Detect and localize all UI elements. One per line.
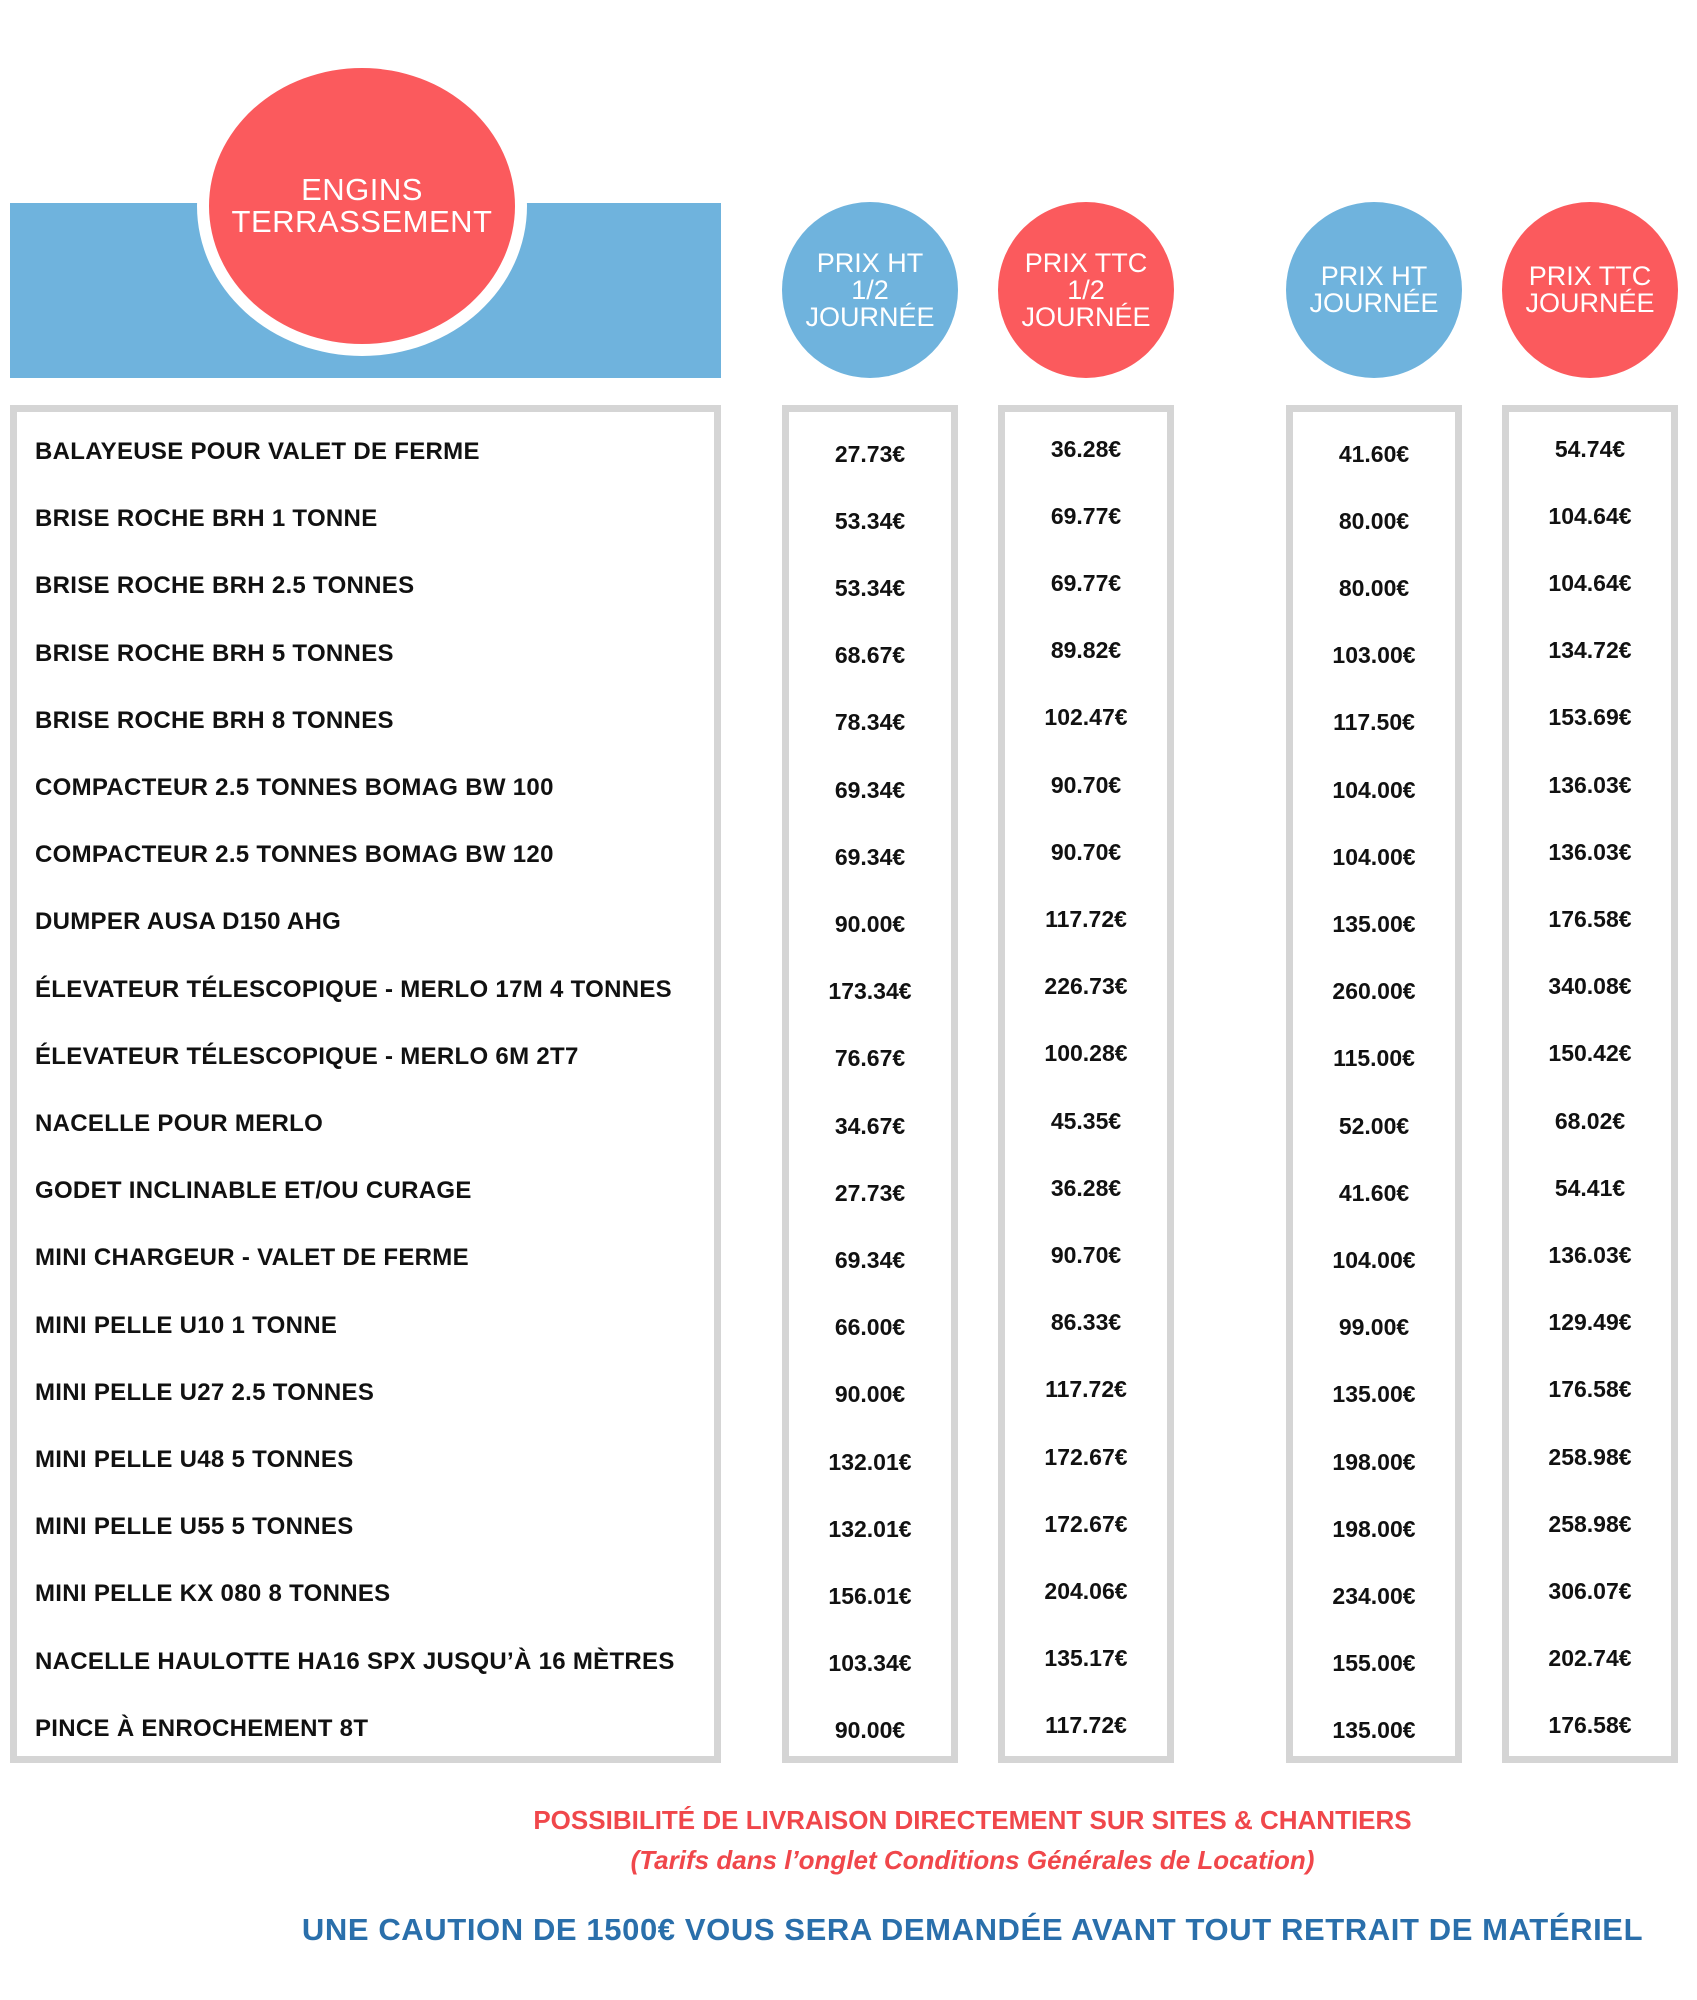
price-ht-half: 90.00€	[834, 1717, 906, 1744]
price-ttc-day: 176.58€	[1548, 1376, 1632, 1403]
equipment-name: MINI PELLE U10 1 TONNE	[35, 1311, 338, 1339]
price-ttc-half: 100.28€	[1044, 1040, 1128, 1067]
price-ht-day: 99.00€	[1338, 1314, 1410, 1341]
equipment-name: NACELLE HAULOTTE HA16 SPX JUSQU’À 16 MÈTRES	[35, 1647, 675, 1675]
price-ht-day: 198.00€	[1332, 1448, 1416, 1475]
column-header-ttc-day	[1502, 202, 1678, 378]
price-ttc-half: 117.72€	[1045, 905, 1127, 932]
equipment-name: ÉLEVATEUR TÉLESCOPIQUE - MERLO 6M 2T7	[35, 1042, 579, 1070]
price-ttc-half: 226.73€	[1044, 973, 1128, 1000]
price-ttc-half: 102.47€	[1044, 704, 1128, 731]
price-ht-half: 34.67€	[834, 1112, 906, 1139]
category-title	[197, 56, 527, 356]
column-header-ht-day-text: PRIX HT JOURNÉE	[1309, 261, 1439, 318]
price-ttc-half: 89.82€	[1050, 637, 1122, 664]
price-ttc-half: 117.72€	[1045, 1376, 1127, 1403]
price-ht-half: 132.01€	[828, 1515, 912, 1542]
price-ht-half: 156.01€	[828, 1582, 912, 1609]
equipment-name: COMPACTEUR 2.5 TONNES BOMAG BW 120	[35, 841, 554, 869]
price-ht-day: 104.00€	[1332, 1246, 1416, 1273]
column-header-ttc-half	[998, 202, 1174, 378]
price-ttc-day: 104.64€	[1548, 569, 1632, 596]
price-ht-half: 173.34€	[828, 978, 912, 1005]
price-ht-half: 27.73€	[834, 1179, 906, 1206]
price-ht-day: 234.00€	[1332, 1582, 1416, 1609]
equipment-name: BRISE ROCHE BRH 5 TONNES	[35, 639, 394, 667]
price-ht-day: 198.00€	[1332, 1515, 1416, 1542]
price-ttc-day: 54.41€	[1554, 1174, 1626, 1201]
price-ht-day: 52.00€	[1338, 1112, 1410, 1139]
price-ht-half: 27.73€	[834, 440, 906, 467]
price-ht-half: 132.01€	[828, 1448, 912, 1475]
equipment-name: MINI PELLE U55 5 TONNES	[35, 1513, 354, 1541]
price-ht-day: 104.00€	[1332, 776, 1416, 803]
price-ttc-half-column	[998, 405, 1174, 1763]
price-ttc-day: 129.49€	[1548, 1309, 1632, 1336]
price-ht-day: 115.00€	[1333, 1045, 1415, 1072]
price-ht-half: 53.34€	[834, 507, 906, 534]
price-ttc-day: 150.42€	[1548, 1040, 1632, 1067]
price-ht-day: 41.60€	[1338, 1179, 1410, 1206]
price-ttc-day: 202.74€	[1548, 1645, 1632, 1672]
equipment-name: BALAYEUSE POUR VALET DE FERME	[35, 438, 480, 465]
price-ht-day: 260.00€	[1332, 978, 1416, 1005]
price-ttc-half: 86.33€	[1050, 1309, 1122, 1336]
column-header-ht-day	[1286, 202, 1462, 378]
column-header-ttc-day-text: PRIX TTC JOURNÉE	[1525, 261, 1655, 318]
price-ht-day: 155.00€	[1332, 1650, 1416, 1677]
price-ttc-half: 172.67€	[1044, 1443, 1128, 1470]
price-ttc-half: 204.06€	[1044, 1577, 1128, 1604]
equipment-name: GODET INCLINABLE ET/OU CURAGE	[35, 1177, 472, 1205]
price-ht-half-column	[782, 405, 958, 1763]
price-ttc-half: 69.77€	[1050, 569, 1122, 596]
price-ht-day: 135.00€	[1332, 1381, 1416, 1408]
price-ttc-half: 172.67€	[1044, 1510, 1128, 1537]
price-ttc-day: 306.07€	[1548, 1577, 1632, 1604]
price-ht-day: 117.50€	[1333, 709, 1415, 736]
price-ttc-half: 90.70€	[1050, 838, 1122, 865]
price-ht-day-column	[1286, 405, 1462, 1763]
price-ttc-half: 36.28€	[1050, 435, 1122, 462]
price-ht-half: 78.34€	[834, 709, 906, 736]
price-ttc-day: 153.69€	[1548, 704, 1632, 731]
column-header-ht-half	[782, 202, 958, 378]
price-ht-day: 104.00€	[1332, 843, 1416, 870]
price-ht-half: 53.34€	[834, 574, 906, 601]
price-ht-day: 135.00€	[1332, 910, 1416, 937]
price-ht-half: 90.00€	[834, 910, 906, 937]
price-ttc-day: 340.08€	[1548, 973, 1632, 1000]
price-ttc-day: 176.58€	[1548, 905, 1632, 932]
delivery-terms-note: (Tarifs dans l’onglet Conditions Générales de Location)	[630, 1845, 1315, 1875]
price-ht-half: 66.00€	[834, 1314, 906, 1341]
price-ht-day: 80.00€	[1338, 574, 1410, 601]
price-ht-half: 69.34€	[834, 1246, 906, 1273]
category-title-text: ENGINS TERRASSEMENT	[231, 172, 493, 239]
price-ttc-half: 45.35€	[1050, 1107, 1122, 1134]
deposit-notice: UNE CAUTION DE 1500€ VOUS SERA DEMANDÉE AVANT TOUT RETRAIT DE MATÉRIEL	[301, 1912, 1644, 1947]
price-ht-half: 90.00€	[834, 1381, 906, 1408]
price-ttc-half: 90.70€	[1050, 771, 1122, 798]
equipment-name: DUMPER AUSA D150 AHG	[35, 908, 342, 936]
equipment-name: ÉLEVATEUR TÉLESCOPIQUE - MERLO 17M 4 TONNES	[35, 975, 672, 1003]
price-ht-half: 69.34€	[834, 843, 906, 870]
price-ttc-day: 54.74€	[1554, 435, 1626, 462]
price-ht-day: 103.00€	[1332, 642, 1416, 669]
column-header-ht-half-text: PRIX HT 1/2 JOURNÉE	[805, 247, 935, 332]
price-ttc-half: 69.77€	[1050, 502, 1122, 529]
price-ttc-day: 258.98€	[1548, 1510, 1632, 1537]
price-ttc-half: 90.70€	[1050, 1241, 1122, 1268]
price-ht-day: 135.00€	[1332, 1717, 1416, 1744]
price-ttc-day: 68.02€	[1554, 1107, 1626, 1134]
price-ttc-half: 36.28€	[1050, 1174, 1122, 1201]
price-ttc-half: 117.72€	[1045, 1712, 1127, 1739]
equipment-name: BRISE ROCHE BRH 1 TONNE	[35, 505, 378, 533]
equipment-names-column	[10, 405, 721, 1763]
price-ht-half: 103.34€	[828, 1650, 912, 1677]
price-ht-half: 76.67€	[834, 1045, 906, 1072]
equipment-name: MINI PELLE KX 080 8 TONNES	[35, 1580, 391, 1608]
price-ttc-half: 135.17€	[1044, 1645, 1128, 1672]
equipment-name: COMPACTEUR 2.5 TONNES BOMAG BW 100	[35, 774, 554, 801]
equipment-name: NACELLE POUR MERLO	[35, 1110, 324, 1137]
price-ttc-day: 136.03€	[1548, 838, 1632, 865]
column-header-ttc-half-text: PRIX TTC 1/2 JOURNÉE	[1021, 247, 1151, 332]
equipment-name: MINI PELLE U48 5 TONNES	[35, 1446, 354, 1473]
equipment-name: PINCE À ENROCHEMENT 8T	[35, 1714, 369, 1742]
price-ht-half: 69.34€	[834, 776, 906, 803]
price-ttc-day: 136.03€	[1548, 771, 1632, 798]
price-ttc-day: 134.72€	[1548, 637, 1632, 664]
equipment-name: BRISE ROCHE BRH 2.5 TONNES	[35, 572, 415, 600]
price-ttc-day: 136.03€	[1548, 1241, 1632, 1268]
equipment-name: BRISE ROCHE BRH 8 TONNES	[35, 706, 394, 734]
price-ttc-day-column	[1502, 405, 1678, 1763]
price-ttc-day: 258.98€	[1548, 1443, 1632, 1470]
equipment-name: MINI PELLE U27 2.5 TONNES	[35, 1378, 375, 1406]
price-ttc-day: 104.64€	[1548, 502, 1632, 529]
price-ht-day: 80.00€	[1338, 507, 1410, 534]
price-ht-half: 68.67€	[834, 642, 906, 669]
price-ttc-day: 176.58€	[1548, 1712, 1632, 1739]
delivery-notice: POSSIBILITÉ DE LIVRAISON DIRECTEMENT SUR SITES & CHANTIERS	[533, 1805, 1412, 1835]
equipment-name: MINI CHARGEUR - VALET DE FERME	[35, 1244, 469, 1272]
price-ht-day: 41.60€	[1338, 440, 1410, 467]
